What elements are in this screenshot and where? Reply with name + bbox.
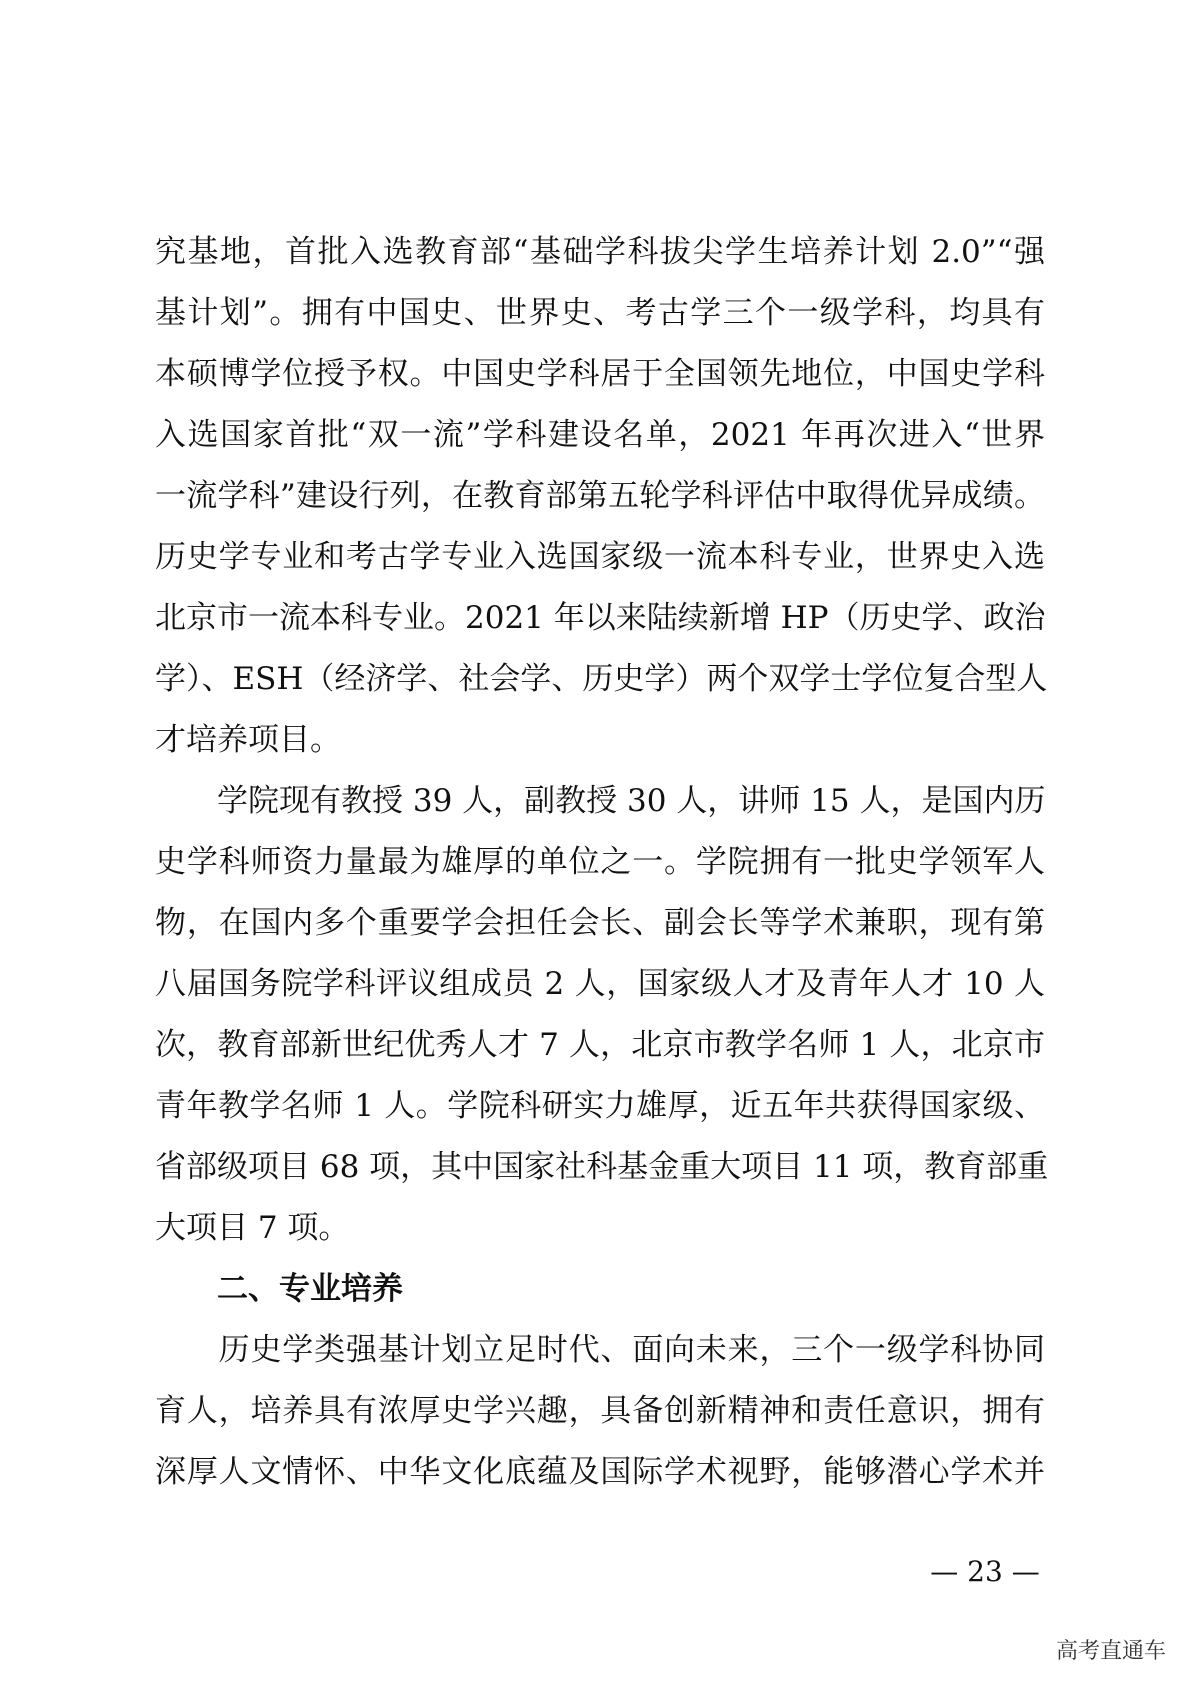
- text-line-13: 八届国务院学科评议组成员 2 人，国家级人才及青年人才 10 人: [155, 966, 1045, 1002]
- text-line-19: 历史学类强基计划立足时代、面向未来，三个一级学科协同: [155, 1332, 1045, 1368]
- body-text: [155, 222, 1049, 1503]
- text-line-1: 究基地，首批入选教育部“基础学科拔尖学生培养计划 2.0”“强: [155, 234, 1045, 270]
- text-line-8: 学）、ESH（经济学、社会学、历史学）两个双学士学位复合型人: [155, 661, 1048, 697]
- text-line-10: 学院现有教授 39 人，副教授 30 人，讲师 15 人，是国内历: [155, 783, 1046, 819]
- text-line-3: 本硕博学位授予权。中国史学科居于全国领先地位，中国史学科: [155, 356, 1045, 392]
- text-line-17: 大项目 7 项。: [155, 1210, 350, 1246]
- text-line-12: 物，在国内多个重要学会担任会长、副会长等学术兼职，现有第: [155, 905, 1045, 941]
- text-line-14: 次，教育部新世纪优秀人才 7 人，北京市教学名师 1 人，北京市: [155, 1027, 1045, 1063]
- text-line-11: 史学科师资力量最为雄厚的单位之一。学院拥有一批史学领军人: [155, 844, 1045, 880]
- text-line-2: 基计划”。拥有中国史、世界史、考古学三个一级学科，均具有: [155, 295, 1045, 331]
- text-line-15: 青年教学名师 1 人。学院科研实力雄厚，近五年共获得国家级、: [155, 1088, 1045, 1124]
- text-line-9: 才培养项目。: [155, 722, 341, 758]
- page-number: — 23 —: [930, 1555, 1040, 1588]
- text-line-4: 入选国家首批“双一流”学科建设名单，2021 年再次进入“世界: [155, 417, 1045, 453]
- text-line-5: 一流学科”建设行列，在教育部第五轮学科评估中取得优异成绩。: [155, 478, 1045, 514]
- text-line-16: 省部级项目 68 项，其中国家社科基金重大项目 11 项，教育部重: [155, 1149, 1049, 1185]
- section-heading: 二、专业培养: [217, 1271, 403, 1307]
- watermark: 高考直通车: [1055, 1639, 1166, 1664]
- text-line-21: 深厚人文情怀、中华文化底蕴及国际学术视野，能够潜心学术并: [155, 1454, 1045, 1490]
- text-line-20: 育人，培养具有浓厚史学兴趣，具备创新精神和责任意识，拥有: [155, 1393, 1045, 1429]
- text-line-7: 北京市一流本科专业。2021 年以来陆续新增 HP（历史学、政治: [155, 600, 1046, 636]
- text-line-6: 历史学专业和考古学专业入选国家级一流本科专业，世界史入选: [155, 539, 1045, 575]
